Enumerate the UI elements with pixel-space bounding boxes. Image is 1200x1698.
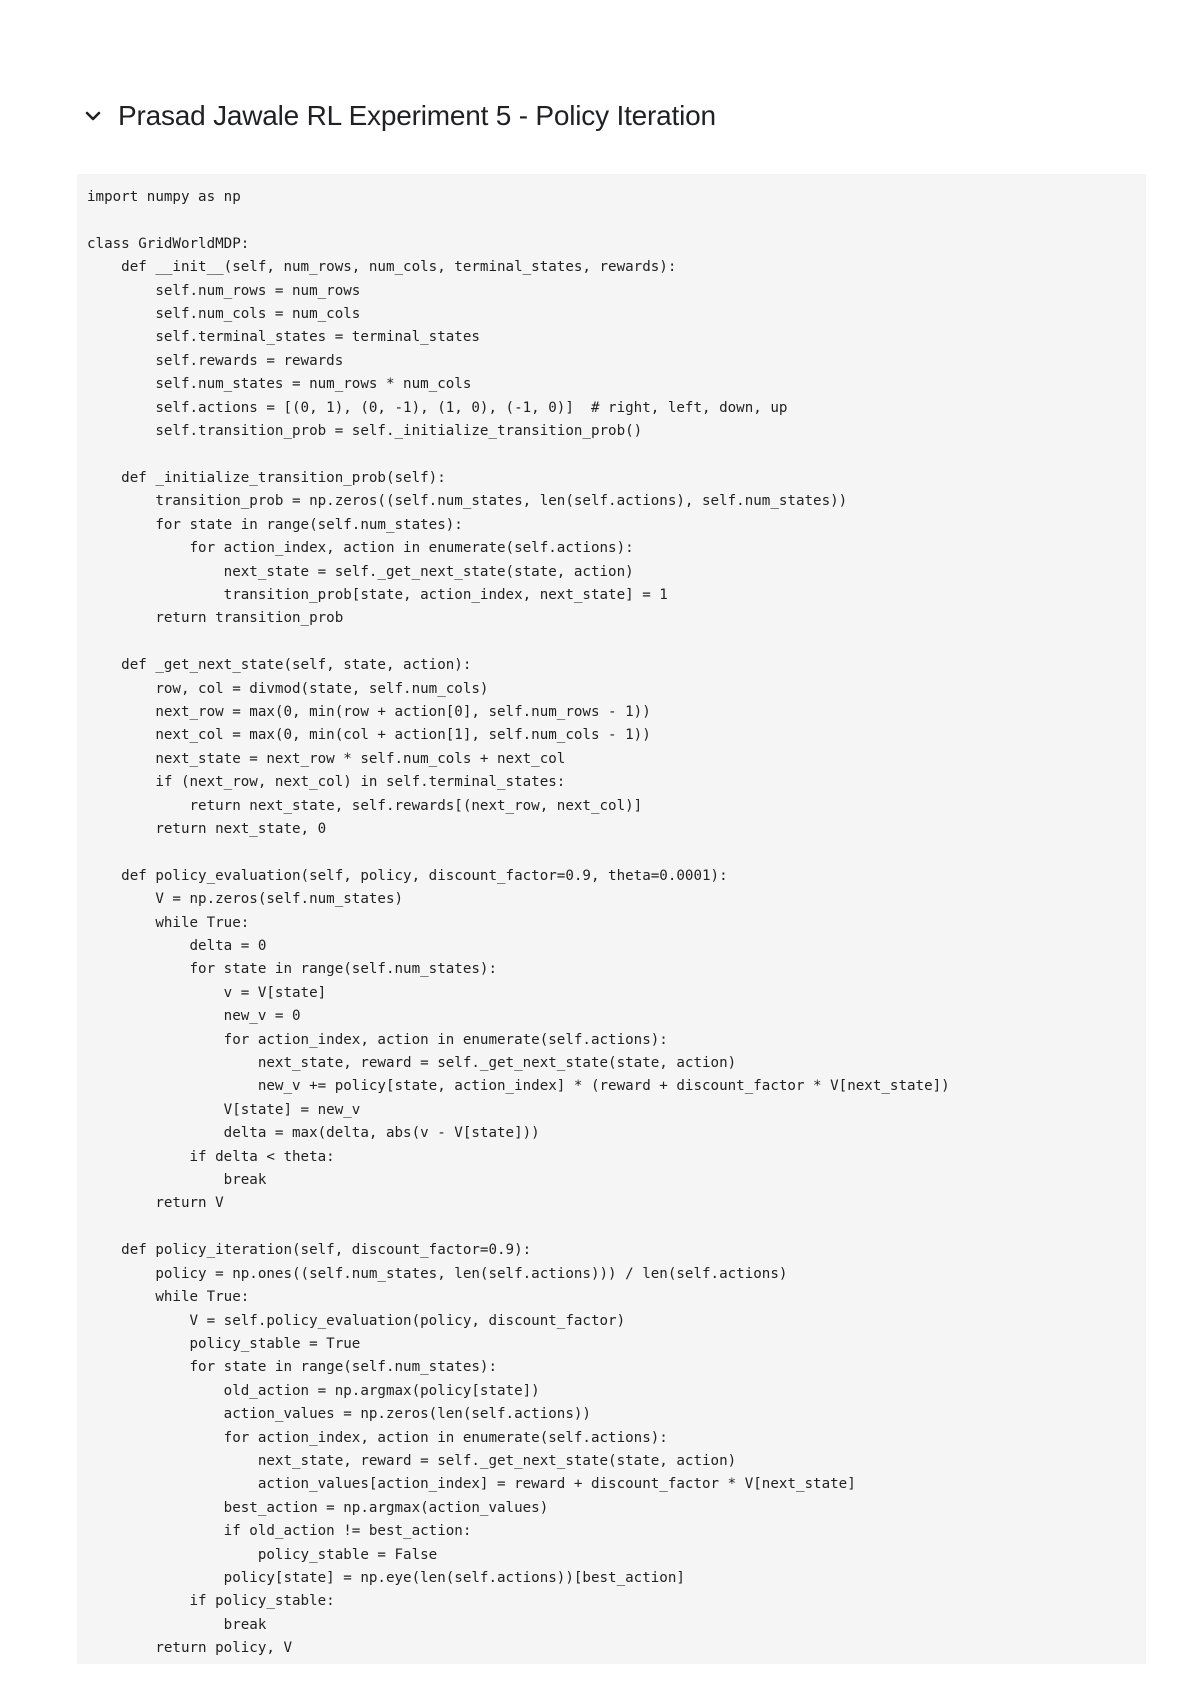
section-header[interactable] [78,94,716,138]
code-line: next_state, reward = self._get_next_state(state, action) [87,1055,737,1072]
code-line: return V [87,1195,224,1212]
code-line: return transition_prob [87,610,344,627]
code-line: self.transition_prob = self._initialize_transition_prob() [87,423,643,440]
code-line: new_v = 0 [87,1008,301,1025]
code-line: self.num_rows = num_rows [87,282,361,299]
code-line: if (next_row, next_col) in self.terminal_states: [87,774,566,791]
code-line: V = self.policy_evaluation(policy, discount_factor) [87,1312,626,1329]
code-line: next_col = max(0, min(col + action[1], self.num_cols - 1)) [87,727,651,744]
code-line: for action_index, action in enumerate(self.actions): [87,1429,668,1446]
code-line: v = V[state] [87,984,327,1001]
code-line: self.num_states = num_rows * num_cols [87,376,472,393]
code-line: return next_state, self.rewards[(next_row, next_col)] [87,797,643,814]
code-line: break [87,1172,267,1189]
code-line: def _get_next_state(self, state, action): [87,657,472,674]
code-line: row, col = divmod(state, self.num_cols) [87,680,489,697]
code-line: policy = np.ones((self.num_states, len(self.actions))) / len(self.actions) [87,1265,788,1282]
code-line: action_values = np.zeros(len(self.actions)) [87,1406,591,1423]
code-line: action_values[action_index] = reward + discount_factor * V[next_state] [87,1476,856,1493]
code-line: return next_state, 0 [87,820,327,837]
code-line: delta = 0 [87,938,267,954]
code-line: for action_index, action in enumerate(self.actions): [87,1031,668,1048]
code-line: for state in range(self.num_states): [87,516,463,533]
code-line: policy[state] = np.eye(len(self.actions))[best_action] [87,1569,685,1586]
code-line: while True: [87,914,250,931]
code-line: new_v += policy[state, action_index] * (reward + discount_factor * V[next_state]) [87,1078,950,1095]
code-cell[interactable] [77,174,1146,1664]
code-line: for state in range(self.num_states): [87,961,497,978]
code-line: def __init__(self, num_rows, num_cols, terminal_states, rewards): [87,259,677,276]
code-line: self.rewards = rewards [87,352,344,369]
code-line: next_row = max(0, min(row + action[0], self.num_rows - 1)) [87,703,651,720]
code-line: self.actions = [(0, 1), (0, -1), (1, 0), (-1, 0)] # right, left, down, up [87,399,788,416]
code-line: for state in range(self.num_states): [87,1359,497,1376]
code-line: old_action = np.argmax(policy[state]) [87,1382,540,1399]
code-line: V[state] = new_v [87,1101,361,1118]
code-line: if policy_stable: [87,1593,335,1610]
code-block[interactable] [77,174,1146,1661]
code-line: while True: [87,1289,250,1306]
code-line: import numpy as np [87,189,241,205]
code-line: return policy, V [87,1640,292,1657]
code-line: transition_prob[state, action_index, next_state] = 1 [87,586,668,603]
code-line: delta = max(delta, abs(v - V[state])) [87,1125,540,1142]
code-line: transition_prob = np.zeros((self.num_states, len(self.actions), self.num_states)) [87,493,848,510]
code-line: next_state = self._get_next_state(state, action) [87,563,634,580]
code-line: V = np.zeros(self.num_states) [87,891,404,908]
code-line: policy_stable = True [87,1335,361,1352]
code-line: policy_stable = False [87,1546,438,1563]
code-line: def policy_iteration(self, discount_factor=0.9): [87,1242,532,1259]
code-line: def _initialize_transition_prob(self): [87,469,446,486]
code-line: def policy_evaluation(self, policy, discount_factor=0.9, theta=0.0001): [87,867,728,884]
code-line: self.terminal_states = terminal_states [87,329,480,346]
code-line: best_action = np.argmax(action_values) [87,1499,549,1516]
code-line: break [87,1616,267,1633]
code-line: next_state, reward = self._get_next_state(state, action) [87,1452,737,1469]
code-line: self.num_cols = num_cols [87,306,361,323]
code-line: for action_index, action in enumerate(self.actions): [87,540,634,557]
chevron-down-icon[interactable] [78,101,108,131]
code-line: if old_action != best_action: [87,1523,472,1540]
code-line: class GridWorldMDP: [87,235,250,252]
section-title: Prasad Jawale RL Experiment 5 - Policy Iteration [118,100,716,131]
code-line: if delta < theta: [87,1148,335,1165]
code-line: next_state = next_row * self.num_cols + next_col [87,750,566,767]
